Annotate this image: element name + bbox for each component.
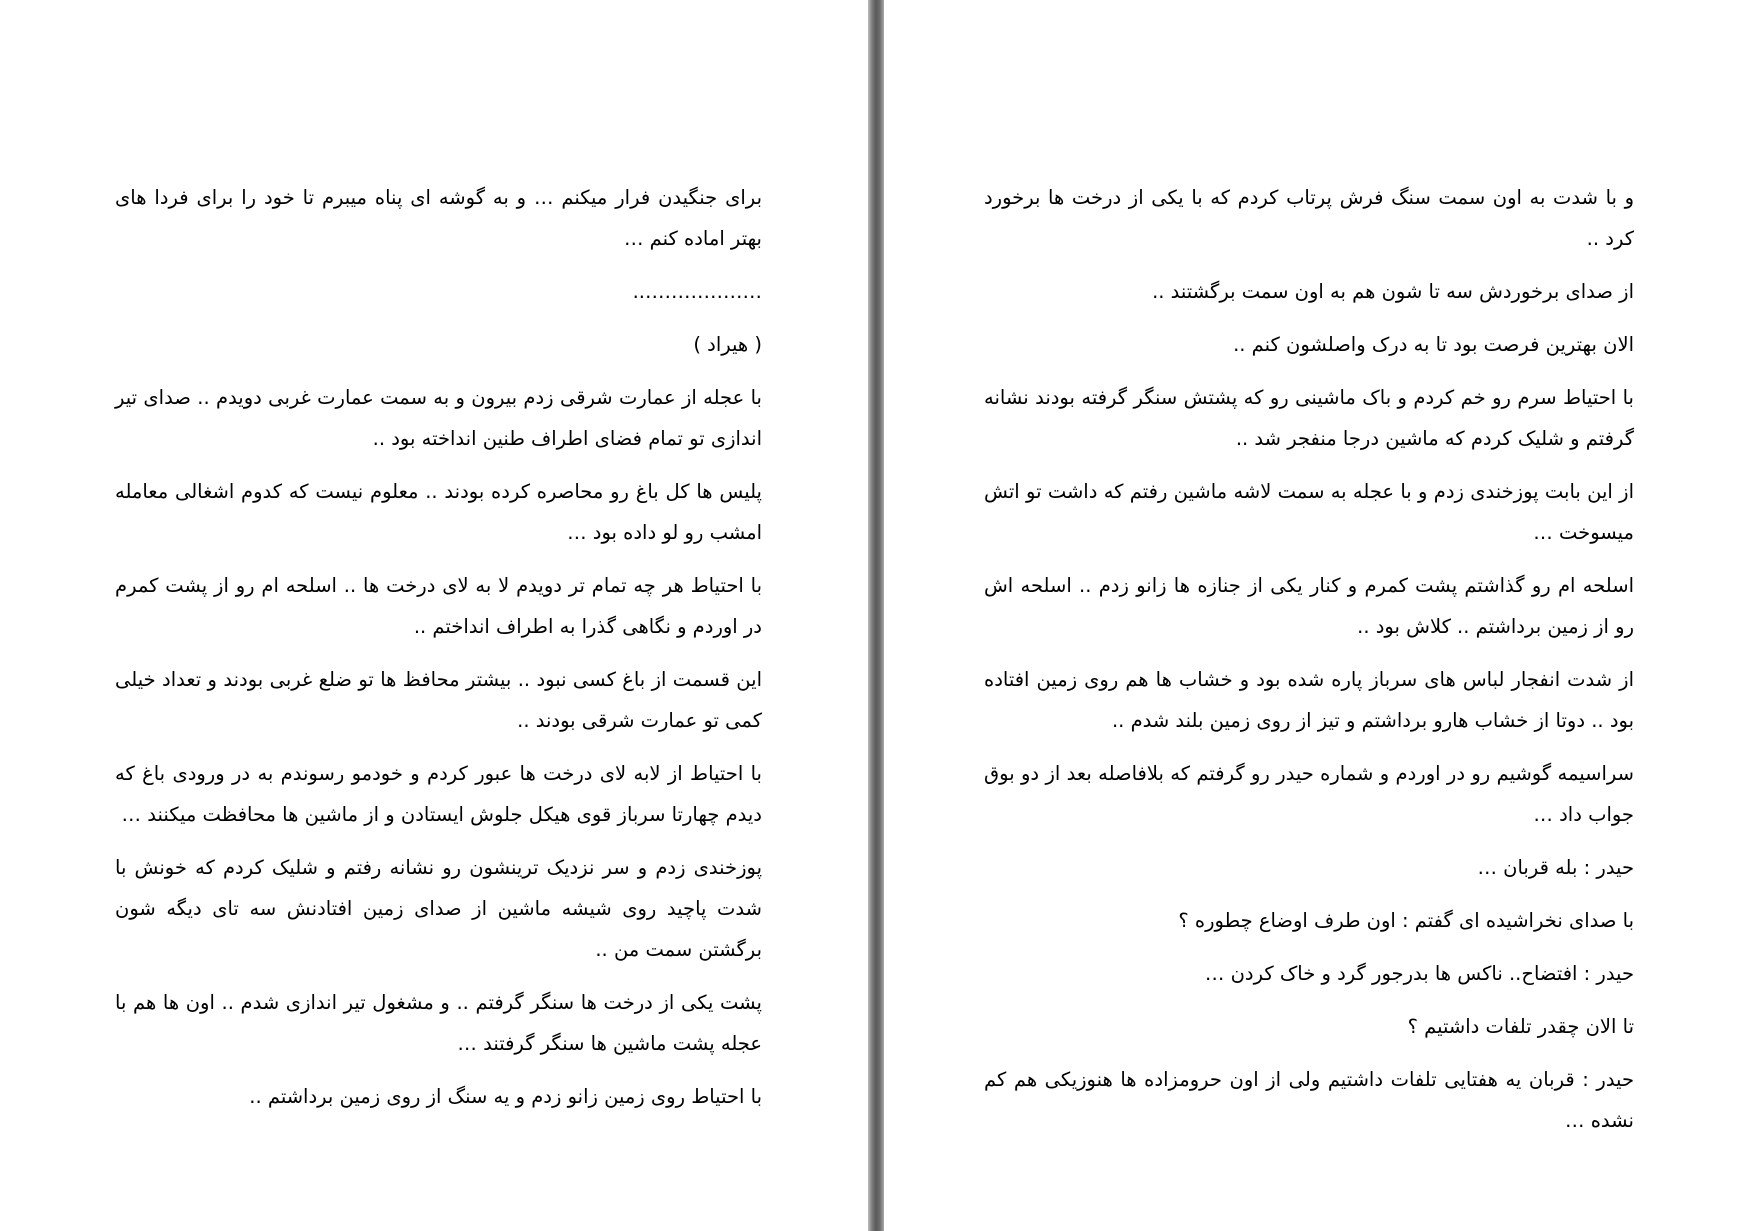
- paragraph: و با شدت به اون سمت سنگ فرش پرتاب کردم که با یکی از درخت ها برخورد کرد ..: [984, 186, 1634, 250]
- paragraph: از صدای برخوردش سه تا شون هم به اون سمت برگشتند ..: [1152, 280, 1634, 303]
- paragraph: حیدر : قربان یه هفتایی تلفات داشتیم ولی از اون حرومزاده ها هنوزیکی هم کم نشده …: [984, 1068, 1634, 1132]
- paragraph: اسلحه ام رو گذاشتم پشت کمرم و کنار یکی از جنازه ها زانو زدم .. اسلحه اش رو از زمین برداشتم .. کلاش بود ..: [984, 574, 1634, 638]
- paragraph: با احتیاط هر چه تمام تر دویدم لا به لای درخت ها .. اسلحه ام رو از پشت کمرم در اوردم و نگاهی گذرا به اطراف انداختم ..: [115, 574, 762, 638]
- chapter-heading: ( هیراد ): [693, 333, 762, 356]
- scene-break: ………………..: [632, 280, 762, 303]
- paragraph: حیدر : افتضاح.. ناکس ها بدرجور گرد و خاک کردن …: [1204, 962, 1634, 985]
- paragraph: از شدت انفجار لباس های سرباز پاره شده بود و خشاب ها هم روی زمین افتاده بود .. دوتا از خشاب هارو برداشتم و تیز از روی زمین بلند شدم ..: [984, 668, 1634, 732]
- paragraph: با احتیاط روی زمین زانو زدم و یه سنگ از روی زمین برداشتم ..: [249, 1085, 762, 1108]
- right-page: [884, 0, 1753, 1231]
- paragraph: با احتیاط از لابه لای درخت ها عبور کردم و خودمو رسوندم به در ورودی باغ که دیدم چهارتا سرباز قوی هیکل جلوش ایستادن و از ماشین ها محافظت میکنند …: [115, 762, 762, 826]
- paragraph: حیدر : بله قربان …: [1477, 856, 1634, 879]
- paragraph: سراسیمه گوشیم رو در اوردم و شماره حیدر رو گرفتم که بلافاصله بعد از دو بوق جواب داد …: [984, 762, 1634, 826]
- left-page: [0, 0, 868, 1231]
- paragraph: از این بابت پوزخندی زدم و با عجله به سمت لاشه ماشین رفتم که داشت تو اتش میسوخت …: [984, 480, 1634, 544]
- paragraph: پوزخندی زدم و سر نزدیک ترینشون رو نشانه رفتم و شلیک کردم که خونش با شدت پاچید روی شیشه ماشین از صدای زمین افتادنش سه تای دیگه شون برگشتن سمت من ..: [115, 856, 762, 961]
- paragraph: با عجله از عمارت شرقی زدم بیرون و به سمت عمارت غربی دویدم .. صدای تیر اندازی تو تمام فضای اطراف طنین انداخته بود ..: [115, 386, 762, 450]
- paragraph: این قسمت از باغ کسی نبود .. بیشتر محافظ ها تو ضلع غربی بودند و تعداد خیلی کمی تو عمارت شرقی بودند ..: [115, 668, 762, 732]
- paragraph: با احتیاط سرم رو خم کردم و باک ماشینی رو که پشتش سنگر گرفته بودند نشانه گرفتم و شلیک کردم که ماشین درجا منفجر شد ..: [984, 386, 1634, 450]
- page-gutter-divider: [868, 0, 884, 1231]
- paragraph: الان بهترین فرصت بود تا به درک واصلشون کنم ..: [1233, 333, 1634, 356]
- paragraph: با صدای نخراشیده ای گفتم : اون طرف اوضاع چطوره ؟: [1178, 909, 1634, 932]
- paragraph: پلیس ها کل باغ رو محاصره کرده بودند .. معلوم نیست که کدوم اشغالی معامله امشب رو لو داده بود …: [115, 480, 762, 544]
- paragraph: برای جنگیدن فرار میکنم … و به گوشه ای پناه میبرم تا خود را برای فردا های بهتر اماده کنم …: [115, 186, 762, 250]
- right-page-text: [984, 177, 1639, 1153]
- left-page-text: [115, 177, 767, 1129]
- paragraph: تا الان چقدر تلفات داشتیم ؟: [1407, 1015, 1634, 1038]
- paragraph: پشت یکی از درخت ها سنگر گرفتم .. و مشغول تیر اندازی شدم .. اون ها هم با عجله پشت ماشین ها سنگر گرفتند …: [115, 991, 762, 1055]
